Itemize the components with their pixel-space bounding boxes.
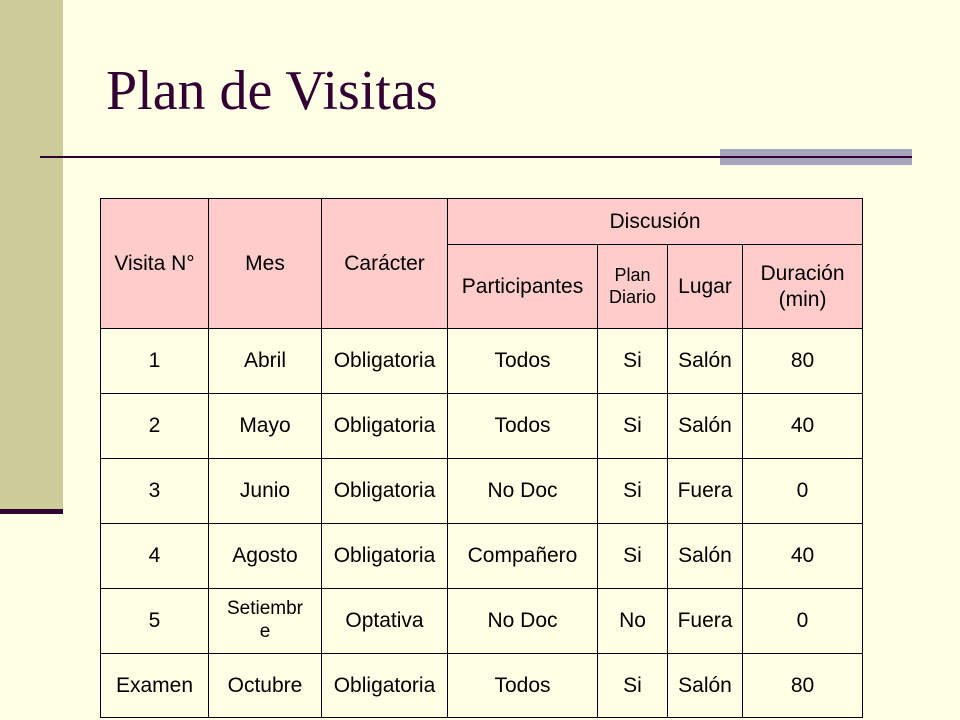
header-participantes: Participantes <box>448 245 598 329</box>
cell-mes: Mayo <box>209 394 322 459</box>
cell-visita: 3 <box>101 459 209 524</box>
cell-lugar: Salón <box>668 329 743 394</box>
cell-visita: 4 <box>101 524 209 589</box>
cell-plan-diario: Si <box>598 654 668 718</box>
table-row <box>101 329 863 394</box>
table-row <box>101 589 863 654</box>
cell-caracter: Obligatoria <box>322 524 448 589</box>
cell-mes: Abril <box>209 329 322 394</box>
header-group-discusion: Discusión <box>448 199 863 245</box>
cell-participantes: Todos <box>448 654 598 718</box>
cell-visita: 1 <box>101 329 209 394</box>
cell-visita: Examen <box>101 654 209 718</box>
cell-plan-diario: Si <box>598 394 668 459</box>
header-caracter: Carácter <box>322 199 448 329</box>
visits-table <box>100 198 863 718</box>
cell-lugar: Salón <box>668 524 743 589</box>
cell-lugar: Fuera <box>668 589 743 654</box>
cell-plan-diario: No <box>598 589 668 654</box>
side-bar-accent <box>0 509 63 514</box>
table-body <box>101 329 863 718</box>
cell-duracion: 0 <box>743 459 863 524</box>
header-lugar: Lugar <box>668 245 743 329</box>
cell-mes: Agosto <box>209 524 322 589</box>
cell-mes: Junio <box>209 459 322 524</box>
title-underline <box>40 156 912 158</box>
cell-visita: 2 <box>101 394 209 459</box>
cell-caracter: Obligatoria <box>322 329 448 394</box>
header-duracion: Duración (min) <box>743 245 863 329</box>
cell-duracion: 40 <box>743 524 863 589</box>
cell-duracion: 80 <box>743 654 863 718</box>
table-header <box>101 199 863 329</box>
table-row <box>101 524 863 589</box>
cell-plan-diario: Si <box>598 459 668 524</box>
cell-participantes: Todos <box>448 394 598 459</box>
cell-participantes: No Doc <box>448 459 598 524</box>
cell-caracter: Obligatoria <box>322 394 448 459</box>
header-mes: Mes <box>209 199 322 329</box>
cell-lugar: Fuera <box>668 459 743 524</box>
cell-mes: Octubre <box>209 654 322 718</box>
cell-caracter: Obligatoria <box>322 654 448 718</box>
header-visita: Visita N° <box>101 199 209 329</box>
cell-mes <box>209 589 322 654</box>
header-plan-diario: Plan Diario <box>598 245 668 329</box>
cell-duracion: 0 <box>743 589 863 654</box>
side-bar <box>0 0 63 509</box>
cell-lugar: Salón <box>668 654 743 718</box>
cell-participantes: No Doc <box>448 589 598 654</box>
header-row <box>101 199 863 245</box>
table-row <box>101 394 863 459</box>
cell-caracter: Obligatoria <box>322 459 448 524</box>
cell-visita: 5 <box>101 589 209 654</box>
cell-plan-diario: Si <box>598 329 668 394</box>
table-row <box>101 459 863 524</box>
cell-participantes: Todos <box>448 329 598 394</box>
cell-participantes: Compañero <box>448 524 598 589</box>
cell-mes-text: Setiembre <box>226 598 304 642</box>
cell-caracter: Optativa <box>322 589 448 654</box>
table-row <box>101 654 863 718</box>
cell-plan-diario: Si <box>598 524 668 589</box>
cell-lugar: Salón <box>668 394 743 459</box>
cell-duracion: 40 <box>743 394 863 459</box>
cell-duracion: 80 <box>743 329 863 394</box>
slide-title: Plan de Visitas <box>106 60 438 122</box>
